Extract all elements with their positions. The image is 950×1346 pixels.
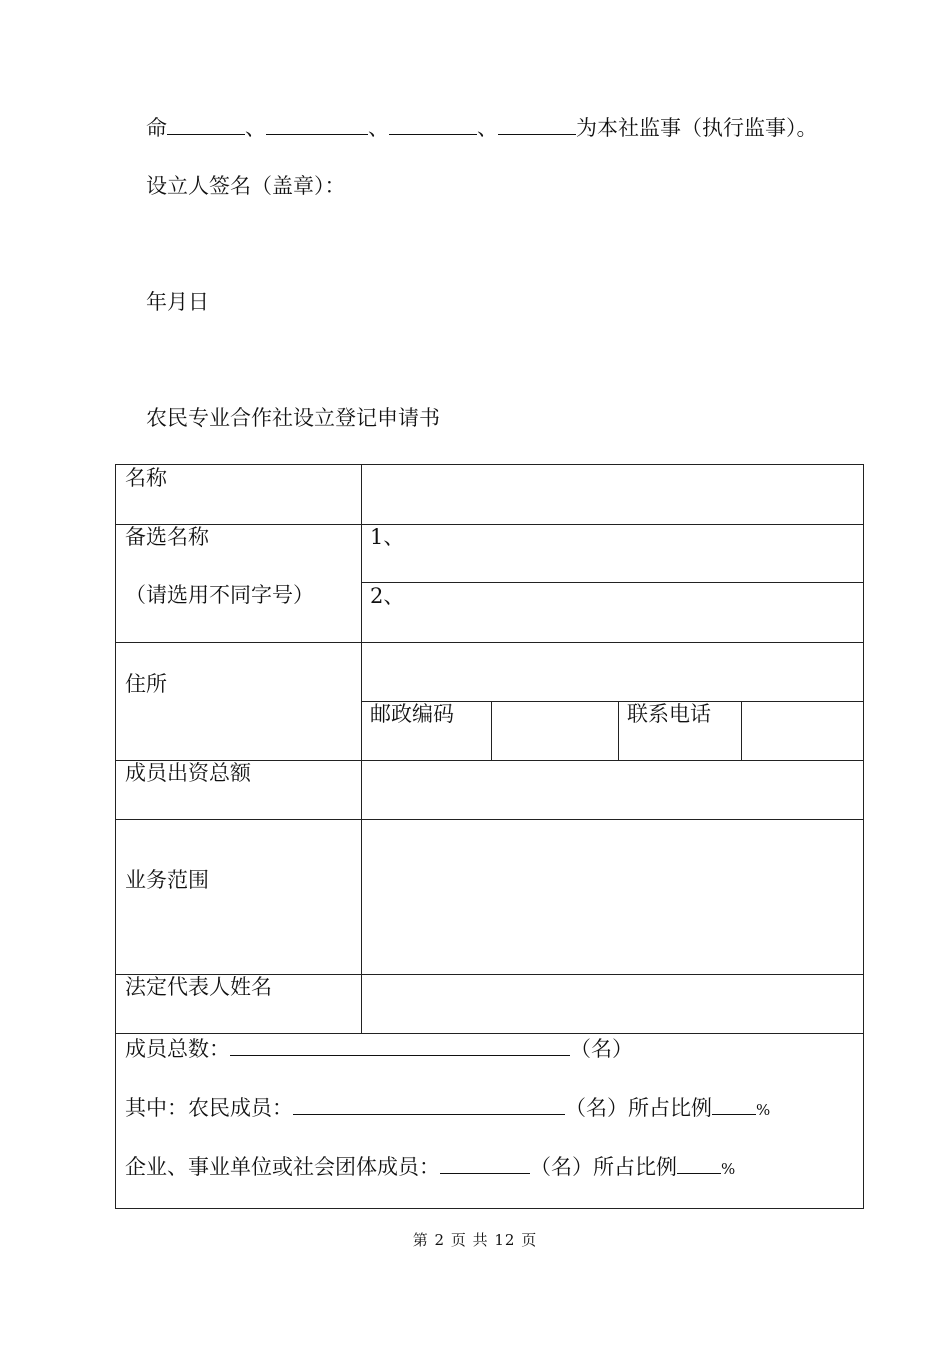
member-total-label: 成员总数： (125, 1037, 230, 1061)
farmer-members-row (125, 1092, 770, 1123)
farmer-unit-ratio: （名）所占比例 (565, 1096, 712, 1120)
percent-sign: % (721, 1160, 736, 1178)
farmer-members-label: 其中：农民成员： (125, 1096, 293, 1120)
business-scope-field[interactable] (362, 820, 863, 974)
farmer-ratio-blank[interactable] (712, 1092, 756, 1115)
legal-rep-label: 法定代表人姓名 (125, 975, 272, 999)
alt-name-item-2[interactable]: 2、 (370, 584, 405, 608)
phone-field[interactable] (742, 702, 863, 760)
postal-code-field[interactable] (492, 702, 618, 760)
row-divider (116, 524, 863, 525)
enterprise-members-label: 企业、事业单位或社会团体成员： (125, 1155, 440, 1179)
supervisor-name-blank-4[interactable] (498, 112, 576, 135)
alt-name-note: （请选用不同字号） (125, 583, 314, 607)
member-total-row (125, 1033, 633, 1062)
address-label: 住所 (125, 672, 167, 696)
page-footer: 第 2 页 共 12 页 (412, 1231, 538, 1249)
capital-field[interactable] (362, 761, 863, 819)
appoint-prefix: 命 (146, 116, 167, 140)
registration-form-table (115, 464, 864, 1209)
separator: 、 (368, 116, 389, 140)
farmer-members-blank[interactable] (293, 1092, 565, 1115)
separator: 、 (477, 116, 498, 140)
supervisor-name-blank-1[interactable] (167, 112, 245, 135)
address-field[interactable] (362, 643, 863, 701)
business-scope-label: 业务范围 (125, 868, 209, 892)
percent-sign: % (756, 1101, 771, 1119)
enterprise-unit-ratio: （名）所占比例 (530, 1155, 677, 1179)
legal-rep-field[interactable] (362, 975, 863, 1033)
row-divider (361, 582, 863, 583)
name-label: 名称 (125, 466, 167, 490)
enterprise-members-blank[interactable] (440, 1151, 530, 1174)
appoint-suffix: 为本社监事（执行监事）。 (576, 116, 818, 140)
signature-label: 设立人签名（盖章）： (146, 174, 346, 198)
enterprise-members-row (125, 1151, 735, 1182)
form-title: 农民专业合作社设立登记申请书 (146, 406, 440, 430)
name-field[interactable] (362, 465, 863, 524)
supervisor-name-blank-3[interactable] (389, 112, 477, 135)
postal-code-label: 邮政编码 (370, 702, 454, 726)
capital-label: 成员出资总额 (125, 761, 251, 785)
supervisor-appointment-line (146, 112, 818, 142)
alt-name-item-1[interactable]: 1、 (370, 525, 405, 549)
member-unit: （名） (570, 1037, 633, 1061)
member-total-blank[interactable] (230, 1033, 570, 1056)
phone-label: 联系电话 (627, 702, 711, 726)
alt-name-label: 备选名称 (125, 525, 209, 549)
enterprise-ratio-blank[interactable] (677, 1151, 721, 1174)
column-divider (618, 701, 619, 760)
supervisor-name-blank-2[interactable] (266, 112, 368, 135)
separator: 、 (245, 116, 266, 140)
date-label: 年月日 (146, 290, 209, 314)
